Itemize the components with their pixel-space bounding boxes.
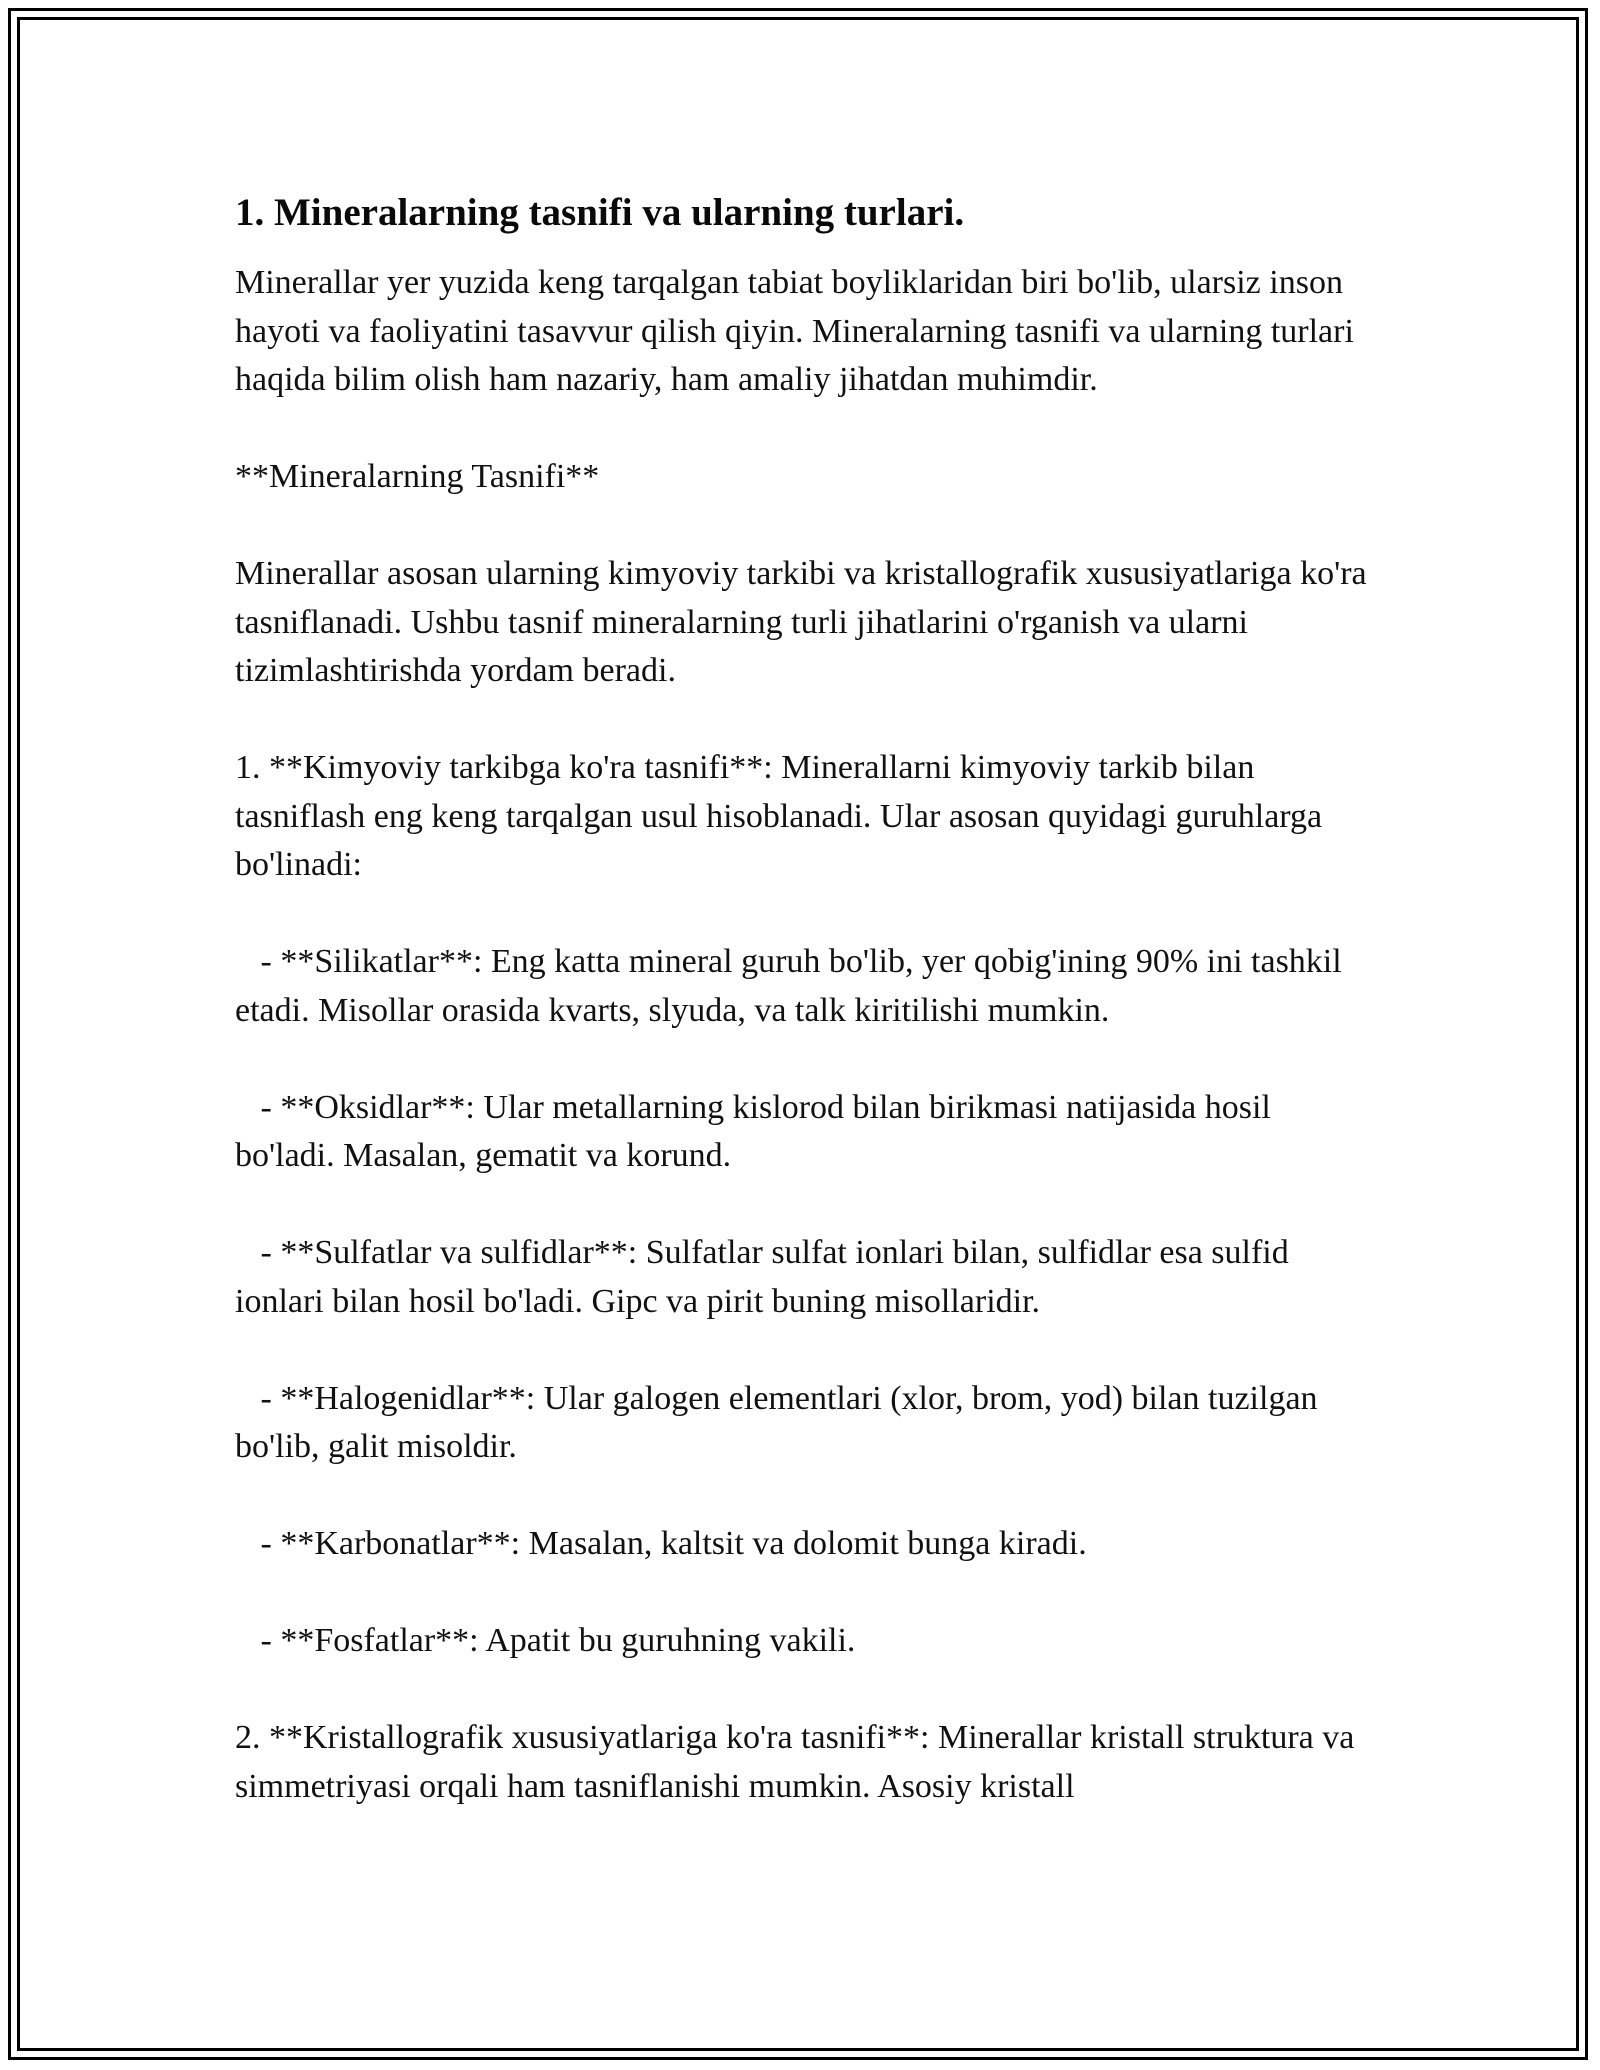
paragraph-gap	[235, 1035, 1375, 1084]
paragraph-gap	[235, 1666, 1375, 1715]
paragraph-gap	[235, 1181, 1375, 1230]
paragraph-gap	[235, 696, 1375, 745]
sublist-item-carbonates: - **Karbonatlar**: Masalan, kaltsit va dolomit bunga kiradi.	[235, 1525, 1087, 1562]
list-item-chemical-composition: 1. **Kimyoviy tarkibga ko'ra tasnifi**: Minerallarni kimyoviy tarkib bilan tasniflash eng keng tarqalgan usul hisoblanadi. Ular asosan quyidagi guruhlarga bo'linadi:	[235, 749, 1331, 883]
paragraph-gap	[235, 1326, 1375, 1375]
list-item-crystallographic: 2. **Kristallografik xususiyatlariga ko'ra tasnifi**: Minerallar kristall struktura va simmetriyasi orqali ham tasniflanishi mumkin. Asosiy kristall	[235, 1719, 1363, 1805]
section-title: 1. Mineralarning tasnifi va ularning turlari.	[235, 191, 965, 234]
sublist-item-oxides: - **Oksidlar**: Ular metallarning kislorod bilan birikmasi natijasida hosil bo'ladi. Masalan, gematit va korund.	[235, 1088, 1280, 1174]
sublist-item-sulfates-sulfides: - **Sulfatlar va sulfidlar**: Sulfatlar sulfat ionlari bilan, sulfidlar esa sulfid ionlari bilan hosil bo'ladi. Gipc va pirit buning misollaridir.	[235, 1234, 1298, 1320]
paragraph-gap	[235, 1472, 1375, 1521]
paragraph-intro: Minerallar yer yuzida keng tarqalgan tabiat boyliklaridan biri bo'lib, ularsiz inson hayoti va faoliyatini tasavvur qilish qiyin. Mineralarning tasnifi va ularning turlari haqida bilim olish ham nazariy, ham amaliy jihatdan muhimdir.	[235, 264, 1363, 398]
paragraph-gap	[235, 890, 1375, 939]
paragraph-gap	[235, 405, 1375, 454]
sublist-item-silicates: - **Silikatlar**: Eng katta mineral guruh bo'lib, yer qobig'ining 90% ini tashkil etadi. Misollar orasida kvarts, slyuda, va talk kiritilishi mumkin.	[235, 943, 1351, 1029]
paragraph-gap	[235, 1569, 1375, 1618]
subheading-classification: **Mineralarning Tasnifi**	[235, 458, 600, 495]
sublist-item-phosphates: - **Fosfatlar**: Apatit bu guruhning vakili.	[235, 1622, 856, 1659]
paragraph-gap	[235, 502, 1375, 551]
sublist-item-halides: - **Halogenidlar**: Ular galogen elementlari (xlor, brom, yod) bilan tuzilgan bo'lib, galit misoldir.	[235, 1379, 1327, 1465]
paragraph-classification-basis: Minerallar asosan ularning kimyoviy tarkibi va kristallografik xususiyatlariga ko'ra tasniflanadi. Ushbu tasnif mineralarning turli jihatlarini o'rganish va ularni tizimlashtirishda yordam beradi.	[235, 555, 1376, 689]
document-body	[235, 187, 1375, 1811]
